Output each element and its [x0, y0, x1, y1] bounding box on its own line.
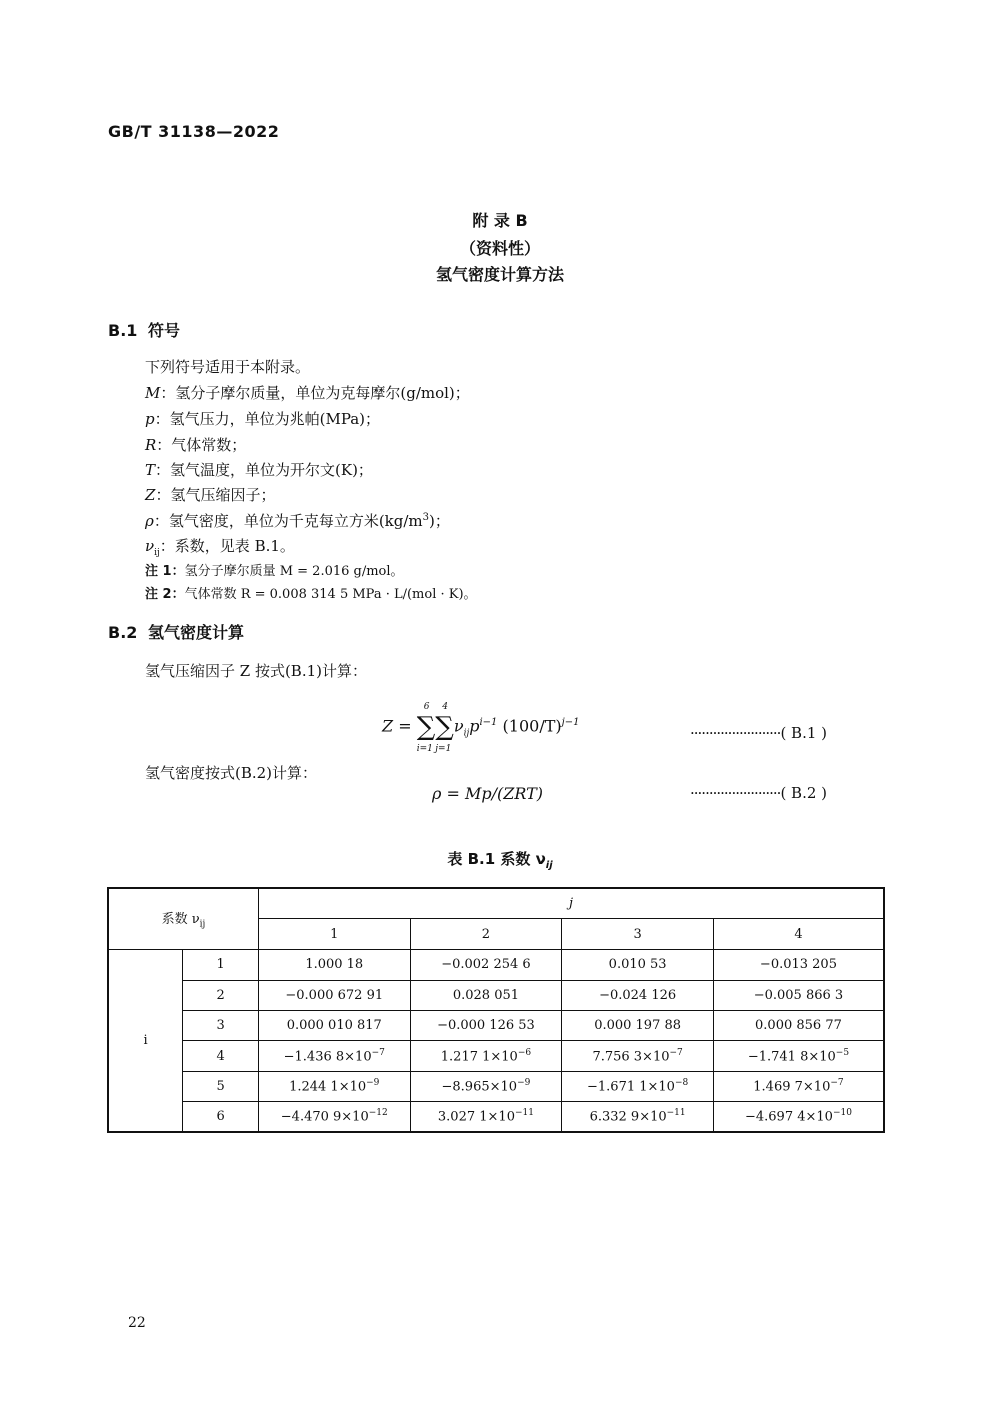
table-cell	[410, 1041, 562, 1071]
symbol-p	[145, 408, 380, 429]
tail: (100/T)	[502, 716, 562, 736]
symbol: ν	[145, 537, 155, 555]
table-cell	[258, 1102, 410, 1132]
table-cell: −0.005 866 3	[713, 980, 884, 1010]
sum-symbol: ∑	[416, 712, 436, 742]
table-row	[108, 1071, 884, 1101]
table-caption	[0, 848, 1000, 871]
table-body	[108, 950, 884, 1132]
table-cell	[258, 1041, 410, 1071]
symbol-desc-end: )；	[429, 512, 450, 530]
note-text: 气体常数 R = 0.008 314 5 MPa · L/(mol · K)。	[184, 587, 477, 602]
mantissa: −1.741 8×10	[747, 1049, 836, 1065]
symbol: T	[145, 461, 156, 479]
exponent: −12	[368, 1108, 388, 1119]
section-b2-heading	[108, 620, 244, 643]
symbol-desc: ：氢气温度，单位为开尔文(K)；	[155, 461, 373, 479]
symbol-v	[145, 535, 295, 558]
mantissa: 6.332 9×10	[589, 1109, 667, 1125]
column-header: 4	[713, 918, 884, 949]
table-cell: 1.000 18	[258, 950, 410, 980]
table-cell	[258, 1071, 410, 1101]
note-label: 注 2：	[145, 587, 185, 602]
exponent: −5	[835, 1047, 850, 1058]
z-formula-intro: 氢气压缩因子 Z 按式(B.1)计算：	[145, 662, 367, 680]
table-cell	[562, 1071, 714, 1101]
table-cell: −0.013 205	[713, 950, 884, 980]
formula-lhs: Z =	[382, 716, 412, 736]
subscript: ij	[154, 548, 160, 558]
corner-label: 系数 ν	[161, 912, 200, 928]
corner-sub: ij	[199, 919, 206, 930]
exponent: −7	[371, 1047, 385, 1058]
symbol-z	[145, 484, 275, 505]
table-row	[108, 1041, 884, 1071]
symbol: R	[145, 436, 157, 454]
note-2	[145, 583, 477, 602]
appendix-subject: 氢气密度计算方法	[435, 265, 564, 284]
table-cell	[713, 1041, 884, 1071]
mantissa: −1.671 1×10	[587, 1079, 675, 1095]
dot-leader: ························	[690, 724, 781, 742]
i-label-cell: i	[108, 950, 183, 1132]
sum-j	[435, 702, 454, 754]
symbol-rho	[145, 510, 450, 531]
var-p: p	[469, 716, 480, 736]
row-index-cell: 3	[183, 1011, 259, 1041]
mantissa: −1.436 8×10	[283, 1049, 372, 1065]
exponent: −7	[669, 1047, 683, 1058]
mantissa: −8.965×10	[441, 1079, 518, 1095]
table-cell	[713, 1102, 884, 1132]
row-index-cell: 5	[183, 1071, 259, 1101]
symbol-r	[145, 434, 246, 455]
superscript: 3	[422, 512, 430, 523]
mantissa: 1.469 7×10	[753, 1079, 831, 1095]
exponent: −7	[830, 1078, 844, 1089]
table-cell: 0.028 051	[410, 980, 562, 1010]
exponent: −9	[517, 1078, 531, 1089]
symbol-t	[145, 459, 373, 480]
table-cell: −0.000 672 91	[258, 980, 410, 1010]
coefficient-table	[107, 887, 885, 1133]
table-cell: −0.002 254 6	[410, 950, 562, 980]
caption-sub: ij	[545, 860, 553, 871]
mantissa: −4.697 4×10	[744, 1109, 833, 1125]
exp-tail: j−1	[561, 717, 580, 729]
row-index-cell: 4	[183, 1041, 259, 1071]
column-header: 1	[258, 918, 410, 949]
table-row	[108, 1011, 884, 1041]
section-title: 符号	[148, 321, 181, 340]
symbol-desc: ：氢气压缩因子；	[155, 486, 276, 504]
section-b1-heading	[108, 318, 180, 341]
table-row	[108, 1102, 884, 1132]
table-cell: 0.000 010 817	[258, 1011, 410, 1041]
sum-lower: i=1	[416, 744, 433, 754]
equation-number: ( B.2 )	[780, 784, 828, 802]
appendix-title: 附 录 B	[472, 211, 528, 230]
symbol: p	[145, 410, 155, 428]
formula-b2-leader	[690, 784, 827, 802]
table-cell	[410, 1071, 562, 1101]
exponent: −11	[514, 1108, 534, 1119]
table-cell	[410, 1102, 562, 1132]
sum-lower: j=1	[435, 744, 452, 754]
table-cell	[562, 1041, 714, 1071]
exponent: −6	[517, 1047, 532, 1058]
mantissa: −4.470 9×10	[280, 1109, 369, 1125]
table-cell: −0.000 126 53	[410, 1011, 562, 1041]
mantissa: 3.027 1×10	[437, 1109, 515, 1125]
symbol-desc: ：氢分子摩尔质量，单位为克每摩尔(g/mol)；	[160, 384, 470, 402]
symbol-desc: ：氢气密度，单位为千克每立方米(kg/m	[153, 512, 423, 530]
sum-upper: 6	[423, 702, 430, 712]
formula-b1-leader	[690, 724, 827, 742]
symbols-intro: 下列符号适用于本附录。	[145, 358, 311, 376]
row-index-cell: 1	[183, 950, 259, 980]
coef-sub: ij	[463, 728, 470, 739]
appendix-nature: （资料性）	[459, 239, 540, 258]
symbol: ρ	[145, 512, 154, 530]
mantissa: 7.756 3×10	[592, 1049, 670, 1065]
row-index-cell: 2	[183, 980, 259, 1010]
table-header-row	[108, 888, 884, 918]
table-cell: −0.024 126	[562, 980, 714, 1010]
equation-number: ( B.1 )	[780, 724, 828, 742]
symbol-m	[145, 382, 470, 403]
exponent: −11	[666, 1108, 686, 1119]
table-row	[108, 980, 884, 1010]
exponent: −10	[832, 1108, 852, 1119]
column-header: 3	[562, 918, 714, 949]
table-cell	[713, 1071, 884, 1101]
symbol-desc: ：系数，见表 B.1。	[159, 537, 295, 555]
page-number: 22	[128, 1315, 146, 1331]
caption-text: 表 B.1 系数 ν	[447, 850, 546, 868]
section-number: B.1	[108, 321, 138, 340]
standard-id: GB/T 31138—2022	[108, 122, 280, 141]
table-row	[108, 950, 884, 980]
symbol-desc: ：气体常数；	[156, 436, 247, 454]
sum-i	[416, 702, 436, 754]
row-index-cell: 6	[183, 1102, 259, 1132]
exponent: −8	[674, 1078, 689, 1089]
symbol: Z	[145, 486, 156, 504]
table-cell: 0.000 856 77	[713, 1011, 884, 1041]
symbol: M	[145, 384, 161, 402]
exponent: −9	[366, 1078, 380, 1089]
mantissa: 1.217 1×10	[440, 1049, 518, 1065]
section-title: 氢气密度计算	[148, 623, 245, 642]
symbol-desc: ：氢气压力，单位为兆帕(MPa)；	[154, 410, 381, 428]
exp-p: i−1	[479, 717, 498, 729]
note-label: 注 1：	[145, 564, 185, 579]
formula-b2: ρ = Mp/(ZRT)	[432, 784, 544, 803]
sum-upper: 4	[442, 702, 448, 712]
section-number: B.2	[108, 623, 138, 642]
formula-b1	[382, 702, 580, 754]
note-text: 氢分子摩尔质量 M = 2.016 g/mol。	[184, 564, 404, 579]
table-cell: 0.000 197 88	[562, 1011, 714, 1041]
mantissa: 1.244 1×10	[289, 1079, 367, 1095]
table-cell: 0.010 53	[562, 950, 714, 980]
coef-v: ν	[453, 716, 464, 736]
table-corner-cell	[108, 888, 258, 950]
rho-formula-intro: 氢气密度按式(B.2)计算：	[145, 764, 318, 782]
table-cell	[562, 1102, 714, 1132]
sum-symbol: ∑	[435, 712, 454, 742]
j-header-cell: j	[258, 888, 884, 918]
column-header: 2	[410, 918, 562, 949]
note-1	[145, 560, 404, 579]
dot-leader: ························	[690, 784, 781, 802]
